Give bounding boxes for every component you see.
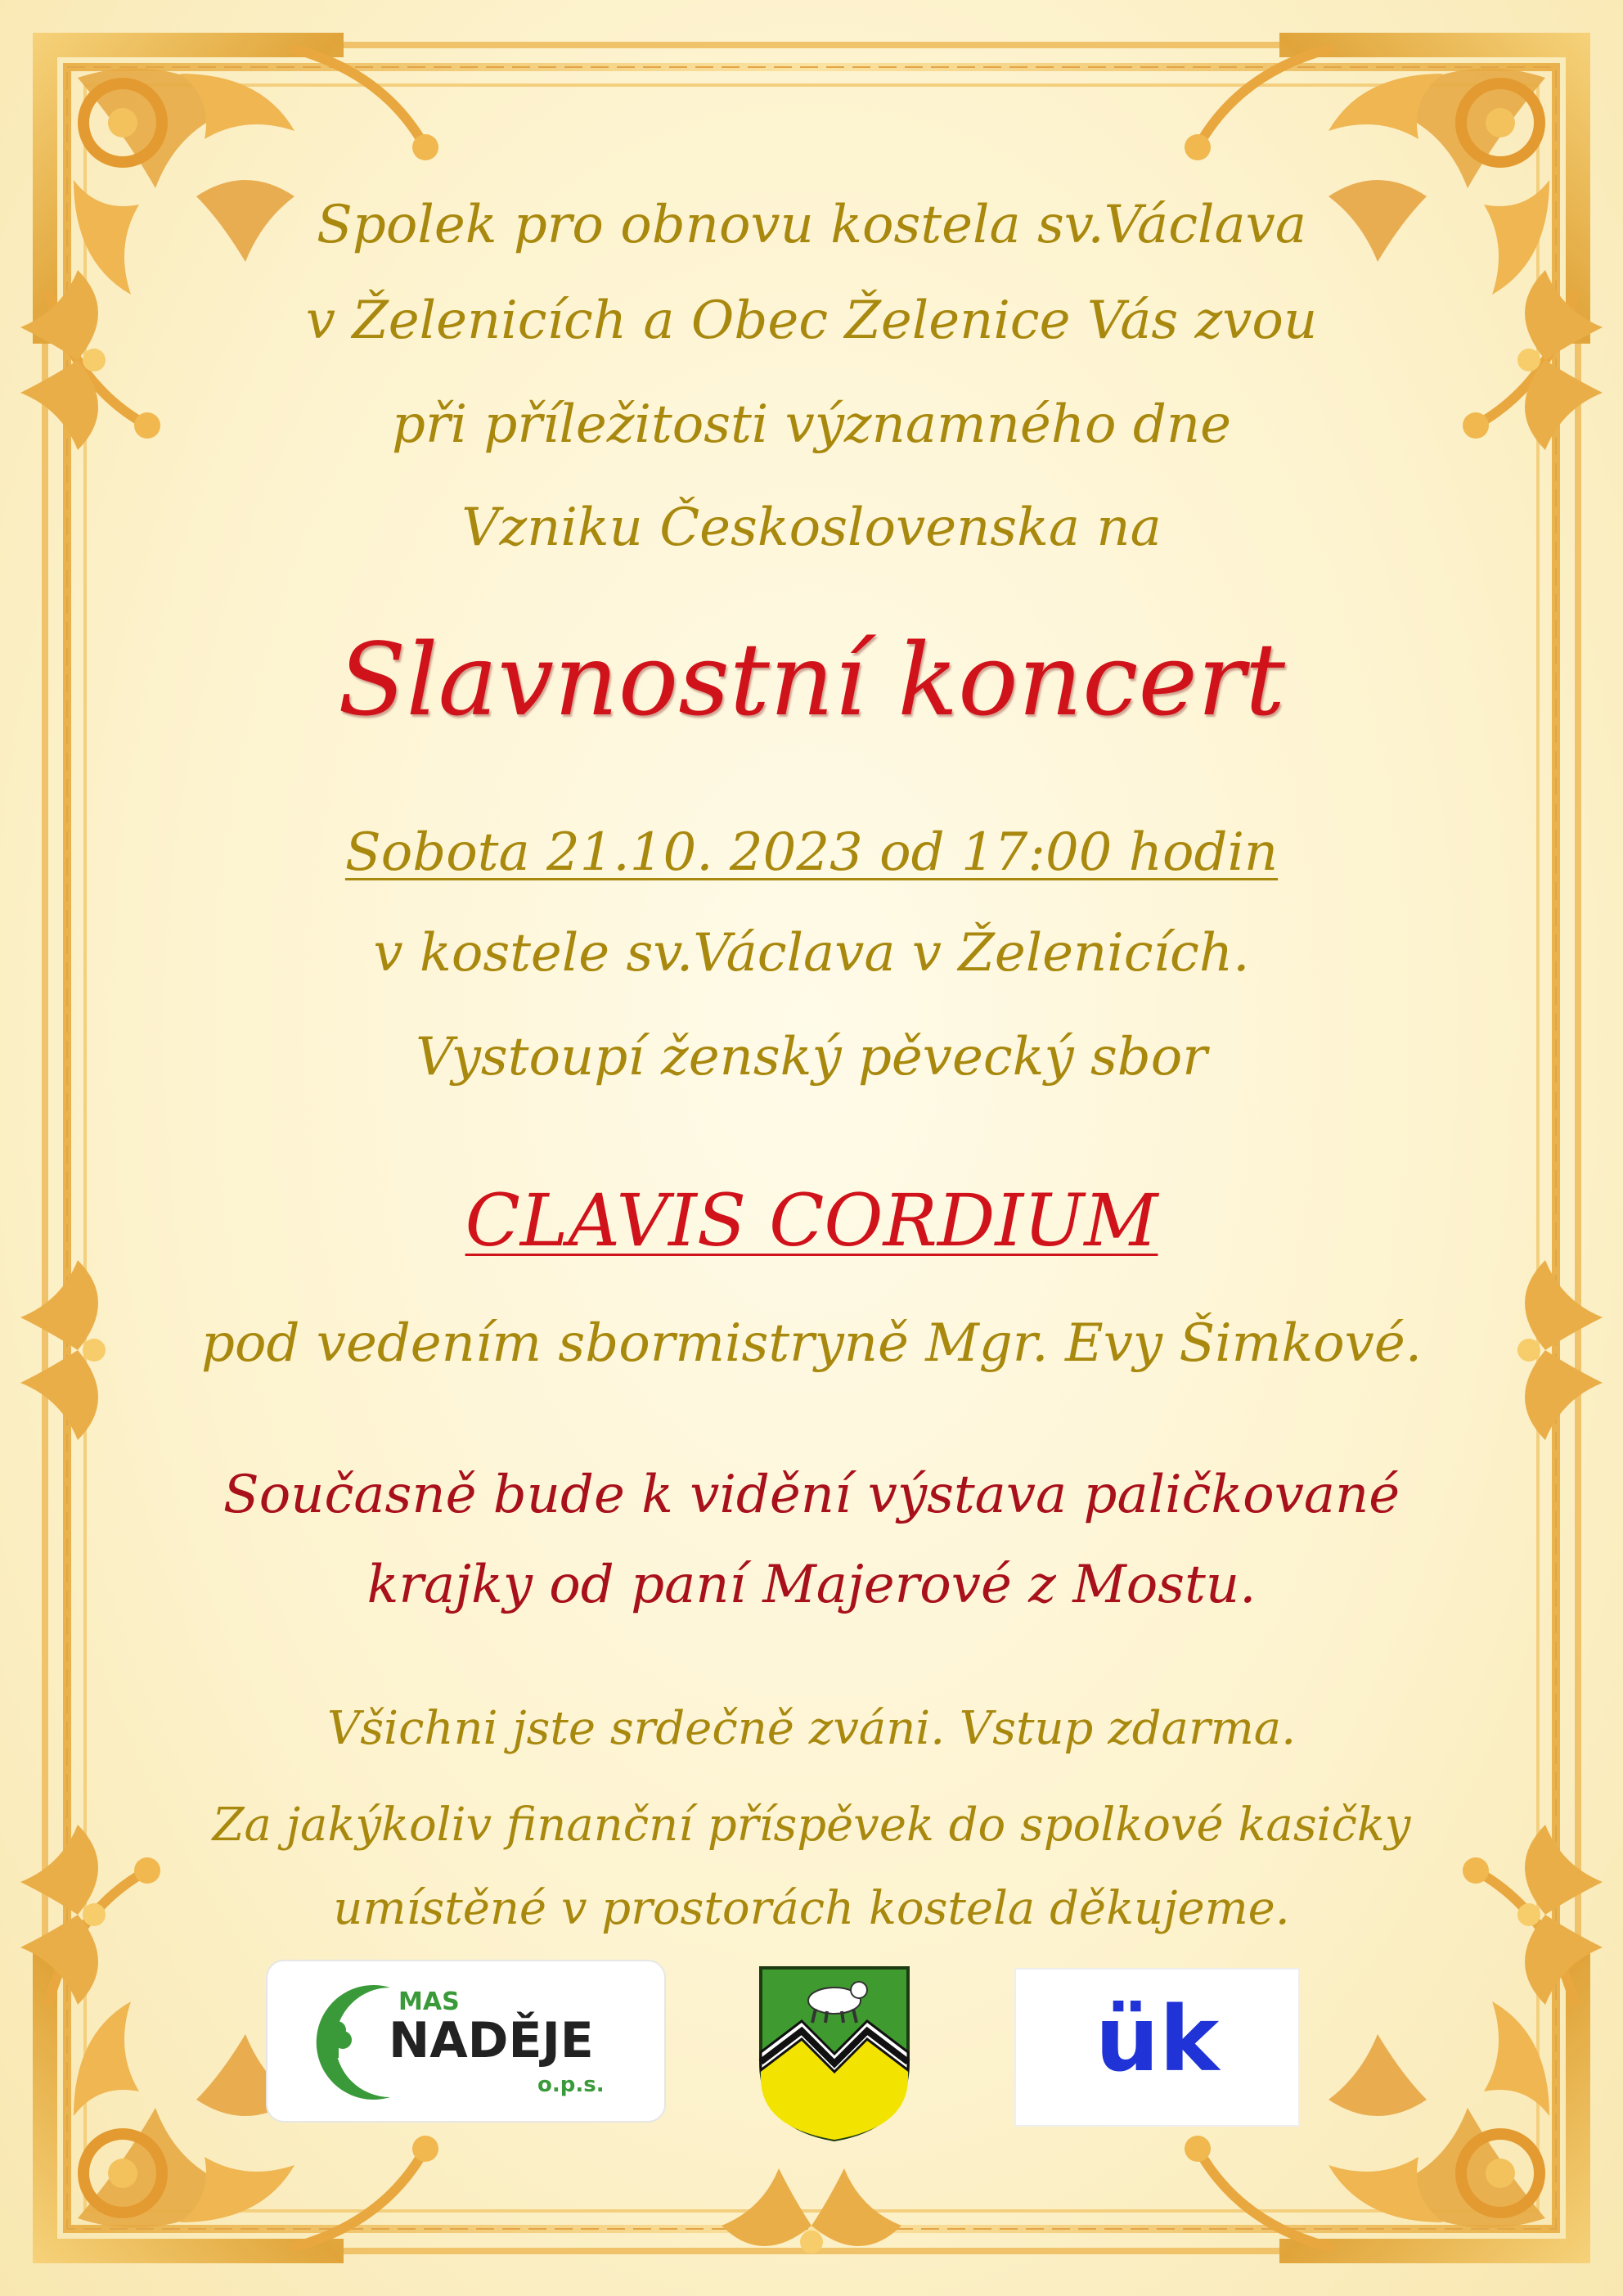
uk-logo-text: ük [1095, 1987, 1220, 2091]
footer-line-1: Všichni jste srdečně zváni. Vstup zdarma. [326, 1702, 1296, 1755]
venue-line: v kostele sv.Václava v Želenicích. [373, 923, 1250, 984]
date-line: Sobota 21.10. 2023 od 17:00 hodin [344, 822, 1279, 883]
intro-line-4: Vzniku Československa na [461, 497, 1162, 558]
intro-line-3: při příležitosti významného dne [392, 394, 1231, 455]
choir-name: CLAVIS CORDIUM [465, 1178, 1158, 1263]
conductor-line: pod vedením sbormistryně Mgr. Evy Šimkové. [200, 1313, 1423, 1374]
performer-intro: Vystoupí ženský pěvecký sbor [416, 1027, 1207, 1087]
exhibition-line-2: krajky od paní Majerové z Mostu. [366, 1555, 1257, 1615]
uk-logo [1014, 1968, 1300, 2127]
footer-line-3: umístěné v prostorách kostela děkujeme. [333, 1882, 1290, 1935]
mas-top-text: MAS [398, 1988, 460, 2016]
mas-nadeje-logo [266, 1960, 666, 2123]
exhibition-line-1: Současně bude k vidění výstava paličkované [223, 1465, 1400, 1525]
intro-line-1: Spolek pro obnovu kostela sv.Václava [317, 195, 1306, 255]
event-title: Slavnostní koncert [337, 622, 1286, 738]
footer-line-2: Za jakýkoliv finanční příspěvek do spolkové kasičky [212, 1799, 1411, 1852]
intro-line-2: v Želenicích a Obec Želenice Vás zvou [305, 290, 1318, 351]
mas-name-text: NADĚJE [389, 2012, 594, 2069]
zelenice-coat-of-arms [757, 1964, 912, 2144]
mas-sub-text: o.p.s. [537, 2073, 605, 2097]
